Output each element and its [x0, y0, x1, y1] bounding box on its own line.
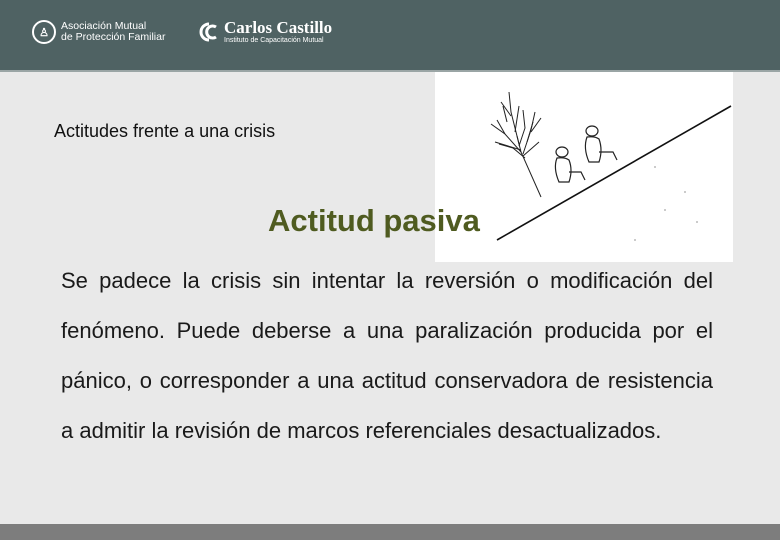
header-bar: [0, 0, 780, 70]
asociacion-mutual-logo: [32, 20, 165, 44]
seated-person-icon-2: [585, 126, 617, 162]
logo2-subtitle: Instituto de Capacitación Mutual: [224, 37, 324, 44]
footer-bar: [0, 524, 780, 540]
slide-title: Actitud pasiva: [268, 203, 480, 238]
slide-subtitle: Actitudes frente a una crisis: [54, 121, 276, 141]
cc-swirl-icon: [197, 21, 221, 43]
seated-person-icon: [555, 147, 585, 182]
logo2-name: Carlos Castillo: [224, 18, 333, 37]
bare-tree-icon: [491, 92, 541, 197]
logo1-line1: Asociación Mutual: [61, 20, 147, 32]
carlos-castillo-logo: [197, 19, 332, 45]
logo1-line2: de Protección Familiar: [61, 31, 166, 43]
slide-body-text: Se padece la crisis sin intentar la reversión o modificación del fenómeno. Puede deberse a una paralización producida por el pánico, o corresponder a una actitud conservadora de resistencia a admitir la revisión de marcos referenciales desactualizados.: [61, 268, 713, 443]
family-icon: ♙: [32, 20, 56, 44]
